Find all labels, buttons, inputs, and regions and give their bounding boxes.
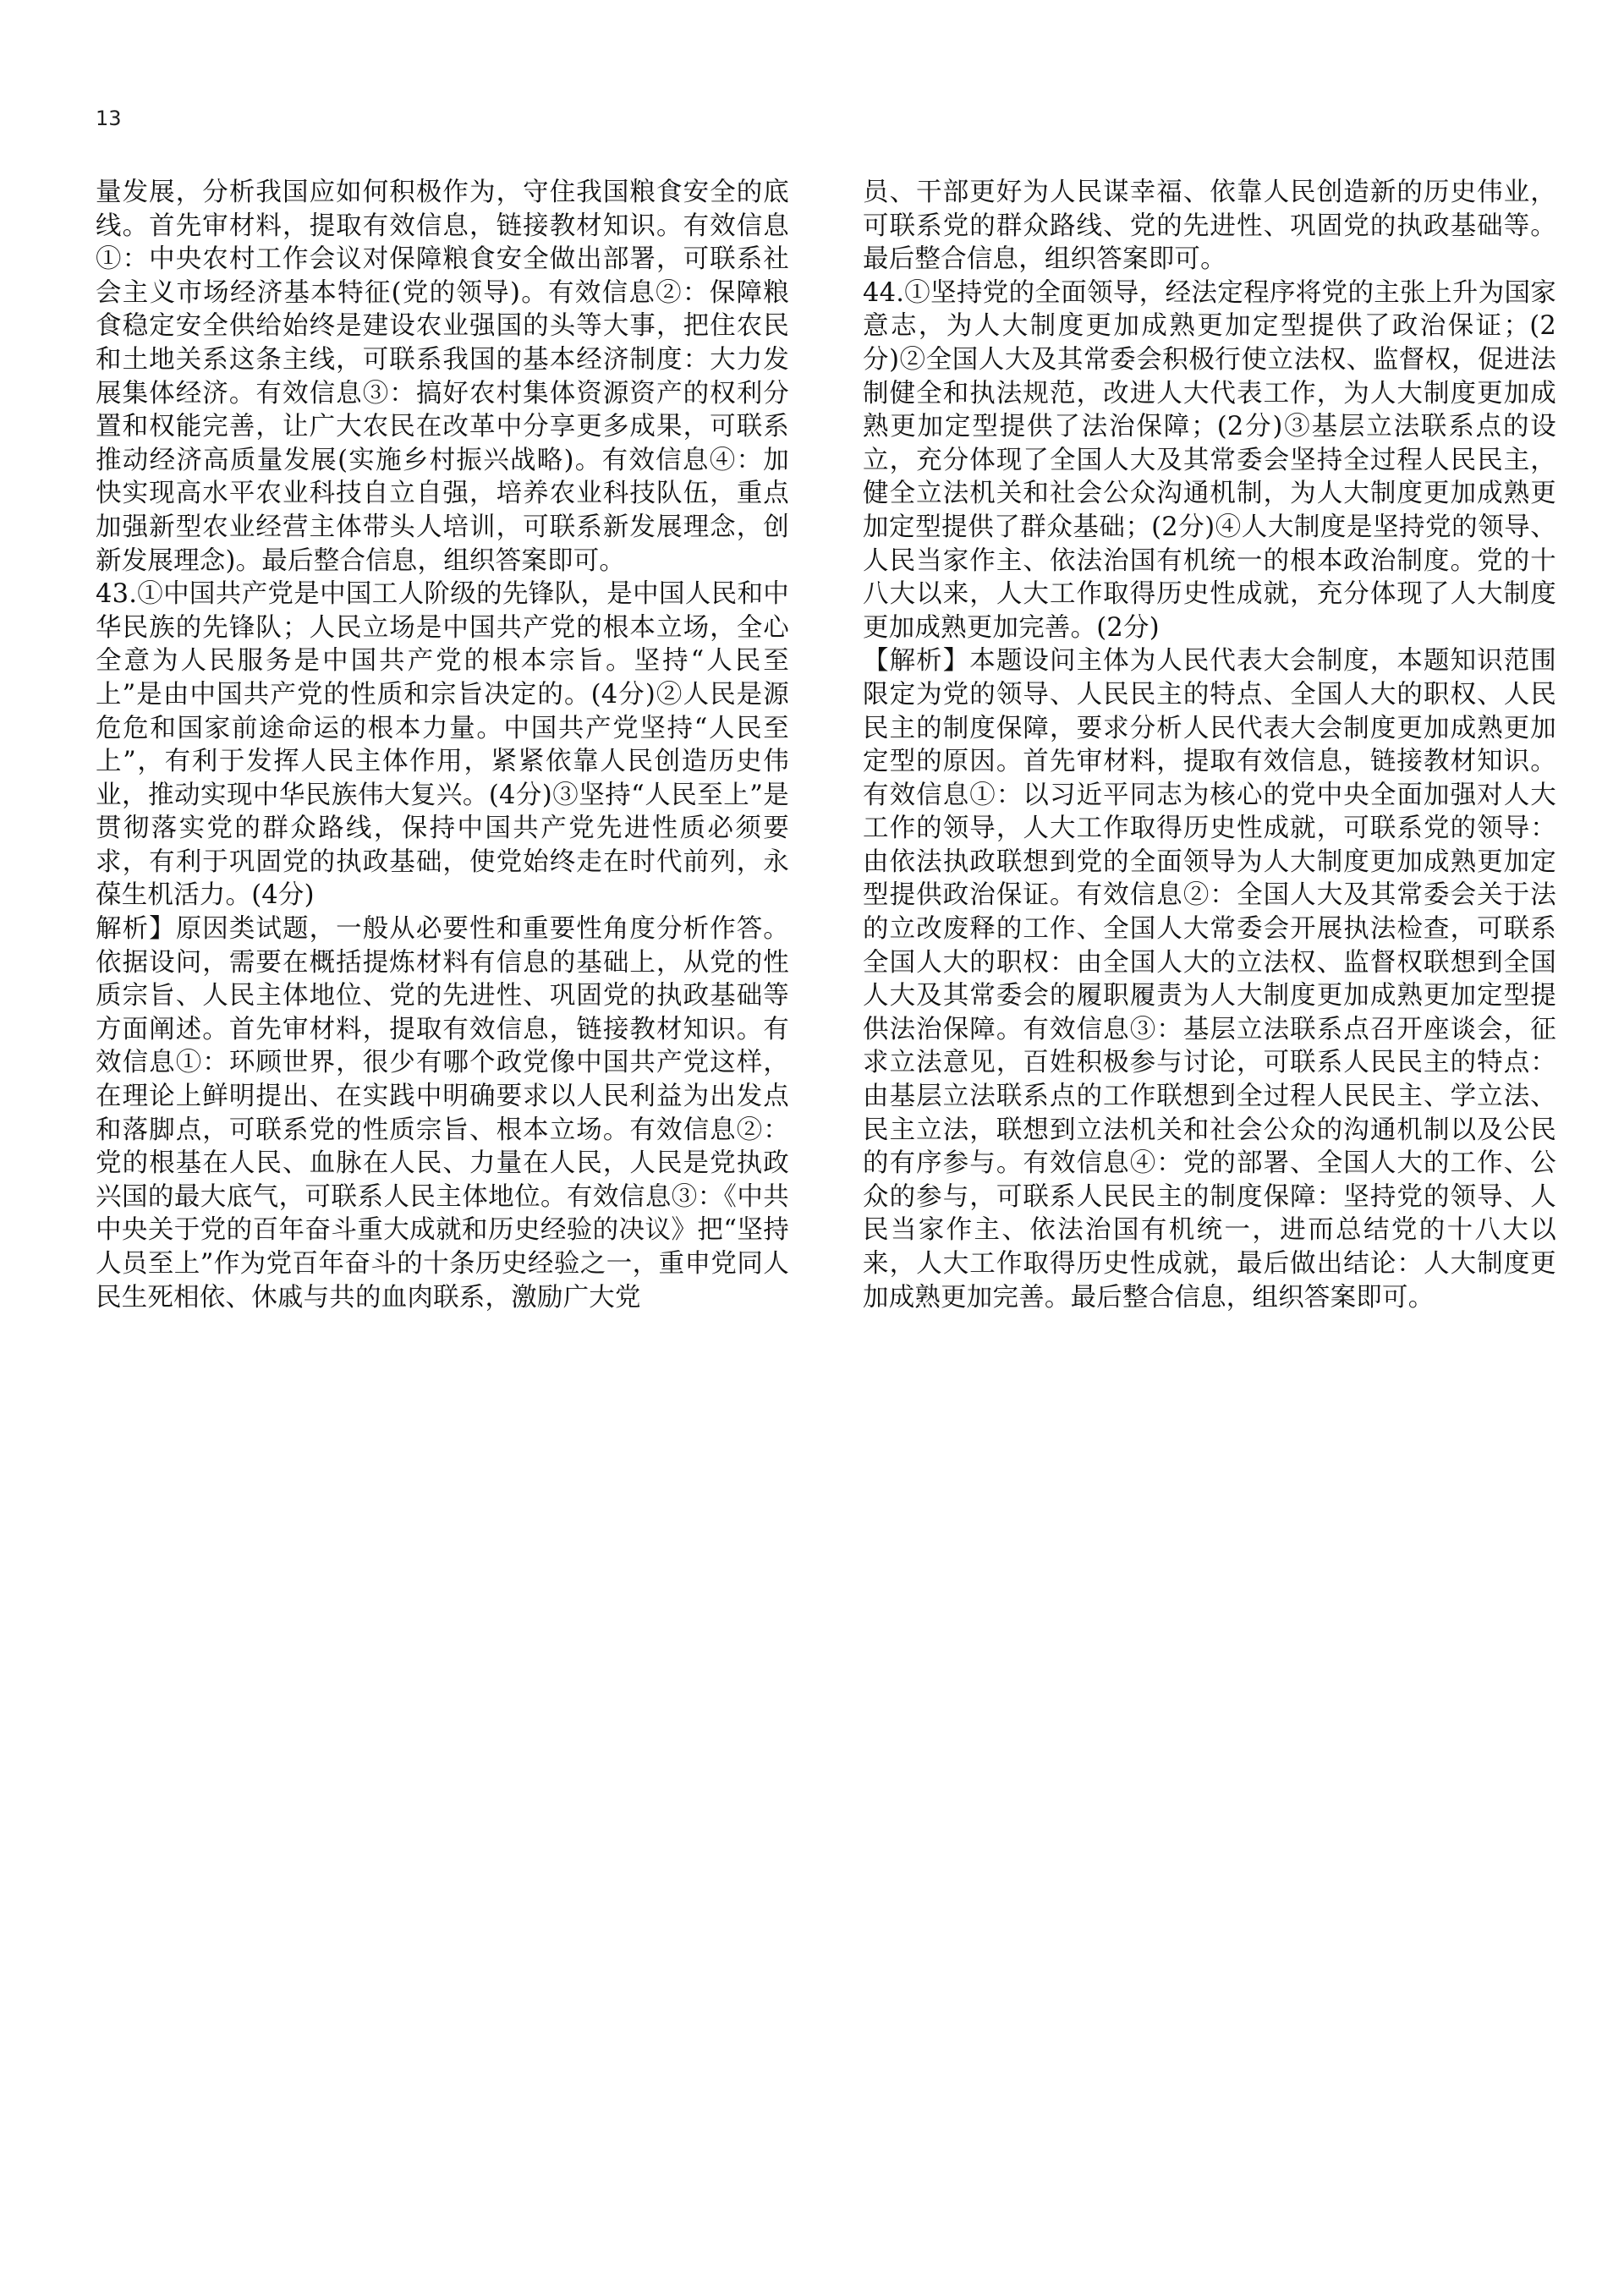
paragraph-q43-analysis: 解析】原因类试题，一般从必要性和重要性角度分析作答。依据设问，需要在概括提炼材料有信息的基础上，从党的性质宗旨、人民主体地位、党的先进性、巩固党的执政基础等方面阐述。首先审材料，提取有效信息，链接教材知识。有效信息①：环顾世界，很少有哪个政党像中国共产党这样，在理论上鲜明提出、在实践中明确要求以人民利益为出发点和落脚点，可联系党的性质宗旨、根本立场。有效信息②：党的根基在人民、血脉在人民、力量在人民，人民是党执政兴国的最大底气，可联系人民主体地位。有效信息③：《中共中央关于党的百年奋斗重大成就和历史经验的决议》把“坚持人员至上”作为党百年奋斗的十条历史经验之一，重申党同人民生死相依、休戚与共的血肉联系，激励广大党 — [96, 914, 789, 1312]
paragraph-q44-analysis: 【解析】本题设问主体为人民代表大会制度，本题知识范围限定为党的领导、人民民主的特点、全国人大的职权、人民民主的制度保障，要求分析人民代表大会制度更加成熟更加定型的原因。首先审材料，提取有效信息，链接教材知识。有效信息①：以习近平同志为核心的党中央全面加强对人大工作的领导，人大工作取得历史性成就，可联系党的领导：由依法执政联想到党的全面领导为人大制度更加成熟更加定型提供政治保证。有效信息②：全国人大及其常委会关于法的立改废释的工作、全国人大常委会开展执法检查，可联系全国人大的职权：由全国人大的立法权、监督权联想到全国人大及其常委会的履职履责为人大制度更加成熟更加定型提供法治保障。有效信息③：基层立法联系点召开座谈会，征求立法意见，百姓积极参与讨论，可联系人民民主的特点：由基层立法联系点的工作联想到全过程人民民主、学立法、民主立法，联想到立法机关和社会公众的沟通机制以及公民的有序参与。有效信息④：党的部署、全国人大的工作、公众的参与，可联系人民民主的制度保障：坚持党的领导、人民当家作主、依法治国有机统一，进而总结党的十八大以来，人大工作取得历史性成就，最后做出结论：人大制度更加成熟更加完善。最后整合信息，组织答案即可。 — [863, 646, 1556, 1312]
paragraph-q43-answer: 43.①中国共产党是中国工人阶级的先锋队，是中国人民和中华民族的先锋队；人民立场是中国共产党的根本立场，全心全意为人民服务是中国共产党的根本宗旨。坚持“人民至上”是由中国共产党的性质和宗旨决定的。(4分)②人民是源危危和国家前途命运的根本力量。中国共产党坚持“人民至上”，有利于发挥人民主体作用，紧紧依靠人民创造历史伟业，推动实现中华民族伟大复兴。(4分)③坚持“人民至上”是贯彻落实党的群众路线，保持中国共产党先进性质必须要求，有利于巩固党的执政基础，使党始终走在时代前列，永葆生机活力。(4分) — [96, 579, 789, 911]
page-number: 13 — [96, 107, 122, 130]
paragraph-q42-analysis-end: 量发展，分析我国应如何积极作为，守住我国粮食安全的底线。首先审材料，提取有效信息，链接教材知识。有效信息①：中央农村工作会议对保障粮食安全做出部署，可联系社会主义市场经济基本特征(党的领导)。有效信息②：保障粮食稳定安全供给始终是建设农业强国的头等大事，把住农民和土地关系这条主线，可联系我国的基本经济制度：大力发展集体经济。有效信息③：搞好农村集体资源资产的权利分置和权能完善，让广大农民在改革中分享更多成果，可联系推动经济高质量发展(实施乡村振兴战略)。有效信息④：加快实现高水平农业科技自立自强，培养农业科技队伍，重点加强新型农业经营主体带头人培训，可联系新发展理念，创新发展理念)。最后整合信息，组织答案即可。 — [96, 178, 789, 576]
right-column — [863, 176, 1556, 1314]
paragraph-q44-answer: 44.①坚持党的全面领导，经法定程序将党的主张上升为国家意志，为人大制度更加成熟更加定型提供了政治保证；(2分)②全国人大及其常委会积极行使立法权、监督权，促进法制健全和执法规范，改进人大代表工作，为人大制度更加成熟更加定型提供了法治保障；(2分)③基层立法联系点的设立，充分体现了全国人大及其常委会坚持全过程人民民主，健全立法机关和社会公众沟通机制，为人大制度更加成熟更加定型提供了群众基础；(2分)④人大制度是坚持党的领导、人民当家作主、依法治国有机统一的根本政治制度。党的十八大以来，人大工作取得历史性成就，充分体现了人大制度更加成熟更加完善。(2分) — [863, 277, 1556, 643]
paragraph-q43-analysis-end: 员、干部更好为人民谋幸福、依靠人民创造新的历史伟业，可联系党的群众路线、党的先进性、巩固党的执政基础等。最后整合信息，组织答案即可。 — [863, 178, 1556, 275]
left-column — [96, 176, 789, 1314]
